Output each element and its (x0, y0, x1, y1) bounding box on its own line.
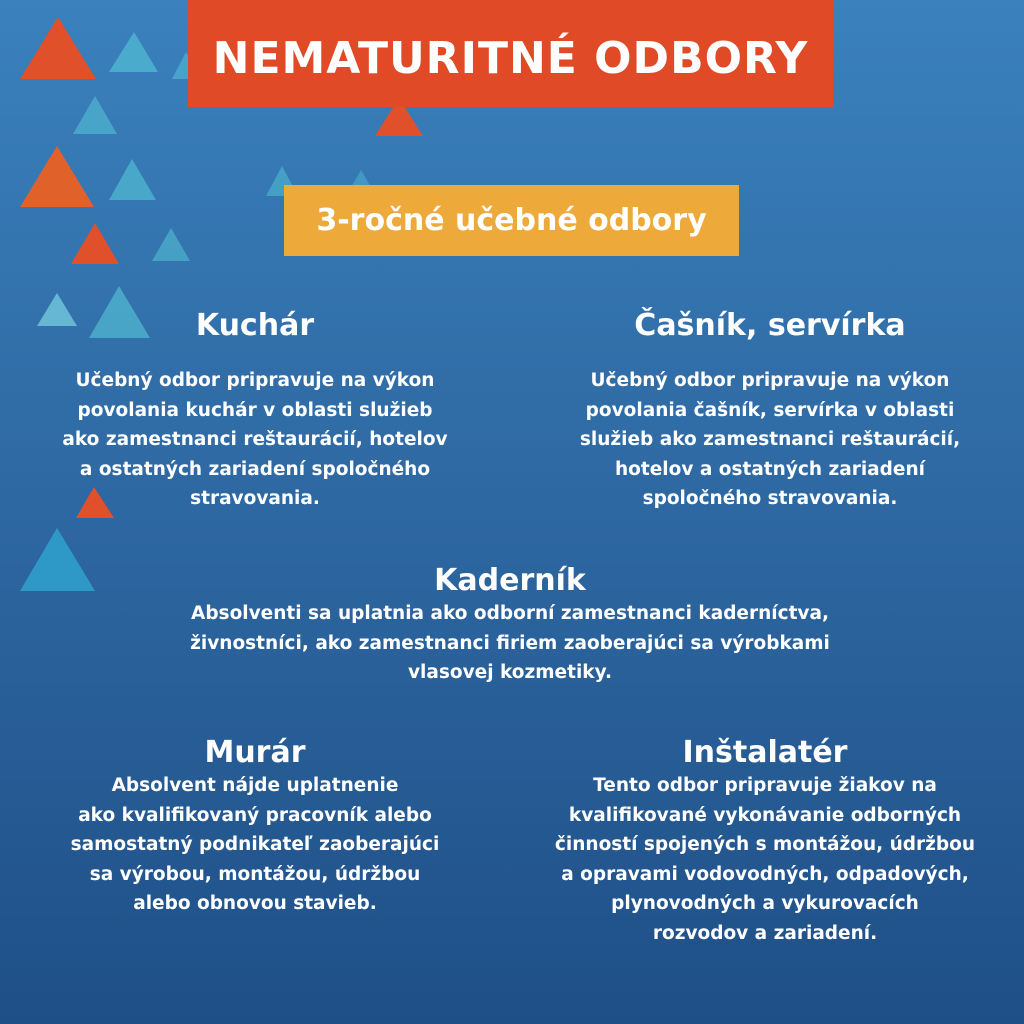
triangle-shape (20, 146, 94, 207)
description-line: stravovania. (190, 488, 320, 509)
description-line: plynovodných a vykurovacích (611, 893, 919, 914)
title-banner (188, 0, 833, 107)
page-subtitle: 3-ročné učebné odbory (316, 203, 707, 238)
subtitle-banner (284, 185, 739, 256)
section-heading: Čašník, servírka (634, 308, 906, 343)
description-line: činností spojených s montážou, údržbou (554, 834, 976, 855)
description-line: živnostníci, ako zamestnanci firiem zaoberajúci sa výrobkami (190, 632, 830, 654)
section-murar (25, 735, 485, 919)
description-line: a ostatných zariadení spoločného (79, 458, 431, 480)
description-line: a opravami vodovodných, odpadových, (561, 863, 969, 885)
triangle-shape (109, 159, 156, 200)
description-line: rozvodov a zariadení. (652, 922, 878, 944)
section-heading: Inštalatér (682, 735, 848, 770)
triangle-shape (71, 223, 119, 264)
description-line: povolania čašník, servírka v oblasti (585, 399, 955, 421)
description-line: kvalifikované vykonávanie odborných (568, 804, 962, 826)
triangle-shape (109, 32, 158, 72)
triangle-shape (20, 17, 96, 79)
section-description (25, 366, 485, 514)
description-line: samostatný podnikateľ zaoberajúci (70, 834, 440, 855)
section-heading: Murár (204, 735, 306, 770)
description-line: hotelov a ostatných zariadení (615, 458, 925, 480)
description-line: Absolvent nájde uplatnenie (111, 775, 399, 796)
section-kadernik (110, 563, 910, 688)
description-line: Absolventi sa uplatnia ako odborní zamestnanci kaderníctva, (191, 603, 829, 624)
section-heading: Kaderník (434, 563, 586, 598)
description-line: sa výrobou, montážou, údržbou (89, 863, 421, 885)
page-title: NEMATURITNÉ ODBORY (212, 33, 809, 84)
section-instalater (515, 735, 1015, 948)
section-heading: Kuchár (195, 308, 315, 343)
triangle-shape (73, 96, 117, 134)
description-line: povolania kuchár v oblasti služieb (77, 399, 433, 421)
description-line: služieb ako zamestnanci reštaurácií, (579, 429, 961, 450)
description-line: alebo obnovou stavieb. (133, 893, 377, 914)
description-line: Tento odbor pripravuje žiakov na (593, 775, 937, 796)
section-casnik (540, 308, 1000, 514)
section-description (110, 599, 910, 688)
triangle-shape (152, 228, 190, 261)
description-line: Učebný odbor pripravuje na výkon (75, 370, 435, 391)
section-kuchar (25, 308, 485, 514)
section-description (25, 771, 485, 919)
description-line: ako zamestnanci reštaurácií, hotelov (62, 429, 448, 450)
section-description (515, 771, 1015, 948)
description-line: ako kvalifikovaný pracovník alebo (78, 804, 432, 826)
description-line: Učebný odbor pripravuje na výkon (590, 370, 950, 391)
description-line: spoločného stravovania. (642, 488, 898, 509)
section-description (540, 366, 1000, 514)
triangle-shape (20, 528, 95, 591)
description-line: vlasovej kozmetiky. (408, 662, 612, 683)
